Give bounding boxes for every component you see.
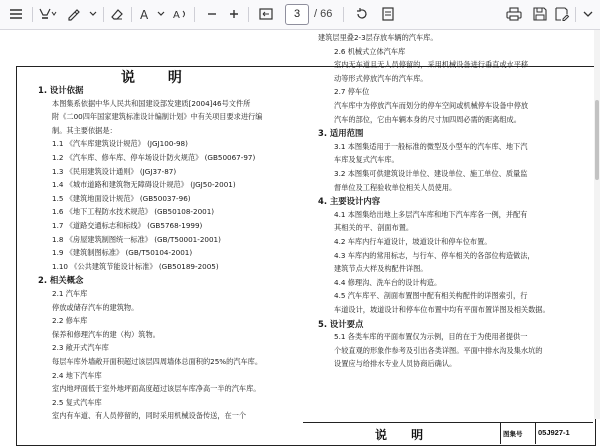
body-text-line: 保养和修理汽车的建（构）筑物。 — [52, 329, 160, 339]
body-text-line: 2.2 修车库 — [52, 316, 88, 326]
svg-text:A: A — [173, 10, 180, 21]
read-aloud-icon[interactable] — [170, 5, 190, 23]
body-text-line: 4.5 汽车库平、剖面布置图中配有相关构配件的详图索引，行 — [334, 291, 528, 301]
section-heading: 1. 设计依据 — [38, 85, 84, 95]
body-text-line: 汽车库中为停放汽车而划分的停车空间或机械停车设备中停放 — [334, 101, 529, 110]
page-number-input[interactable]: 3 — [285, 4, 309, 25]
rotate-icon[interactable] — [352, 5, 372, 23]
title-block-divider — [535, 422, 536, 444]
scrollbar-thumb[interactable] — [595, 100, 599, 180]
body-text-line: 2.1 汽车库 — [52, 289, 88, 298]
page-title: 说 明 — [121, 70, 196, 86]
toolbar-separator — [343, 7, 344, 22]
toolbar-separator — [131, 7, 132, 22]
pdf-page-canvas — [0, 30, 600, 442]
zoom-out-icon[interactable] — [204, 5, 220, 23]
body-text-line: 个较直观的形象作参考及引出各类详图。平面中排水沟及集水坑的 — [334, 345, 543, 355]
section-heading: 3. 适用范围 — [318, 128, 364, 139]
toolbar-separator — [248, 7, 249, 22]
text-tool-icon[interactable] — [136, 5, 154, 23]
body-text-line: 车道设计，坡道设计和停车位布置中均有平面布置详图及相关数据。 — [334, 305, 550, 314]
section-heading: 2. 相关概念 — [38, 275, 84, 286]
body-text-line: 建筑层里叠2-3层存放车辆的汽车库。 — [318, 33, 438, 42]
print-icon[interactable] — [504, 5, 524, 23]
body-text-line: 5.1 各类车库的平面布置仅为示例，目的在于为使用者提供一 — [334, 332, 528, 342]
save-as-icon[interactable] — [552, 5, 572, 23]
body-text-line: 1.10 《公共建筑节能设计标准》 (GB50189-2005) — [52, 261, 219, 271]
body-text-line: 设置应与给排水专业人员协商后确认。 — [334, 359, 457, 369]
body-text-line: 每层车库外墙敞开面积超过该层四周墙体总面积的25%的汽车库。 — [52, 357, 263, 366]
body-text-line: 动等形式停放汽车的汽车库。 — [334, 73, 428, 83]
body-text-line: 4.3 车库内的常用标志，与行车、停车相关的各部位构造做法， — [334, 250, 535, 260]
body-text-line: 2.4 地下汽车库 — [52, 370, 102, 380]
body-text-line: 1.9 《建筑制图标准》 (GB/T50104-2001) — [52, 248, 193, 258]
erase-tool-icon[interactable] — [107, 5, 127, 23]
title-block-divider — [500, 422, 501, 444]
body-text-line: 1.8 《房屋建筑制图统一标准》 (GB/T50001-2001) — [52, 234, 221, 244]
atlas-number-label: 图集号 — [503, 430, 523, 438]
body-text-line: 1.4 《城市道路和建筑物无障碍设计规范》 (JGJ50-2001) — [52, 180, 236, 190]
atlas-number: 05J927-1 — [538, 428, 570, 437]
body-text-line: 汽车的部位，它由车辆本身的尺寸加四周必需的距离组成。 — [334, 114, 521, 124]
body-text-line: 2.5 复式汽车库 — [52, 397, 102, 407]
page-total-label: / 66 — [314, 8, 333, 20]
text-options-chevron-icon[interactable] — [154, 5, 168, 23]
draw-options-chevron-icon[interactable] — [86, 5, 100, 23]
body-text-line: 附《二00四年国家建筑标准设计编制计划》中有关项目要求进行编 — [52, 112, 263, 122]
body-text-line: 2.3 敞开式汽车库 — [52, 343, 109, 353]
toolbar-separator — [194, 7, 195, 22]
toolbar-separator — [32, 7, 33, 22]
body-text-line: 4.1 本图集给出地上多层汽车库和地下汽车库各一例，并配有 — [334, 209, 528, 219]
body-text-line: 1.3 《民用建筑设计通则》 (JGJ37-87) — [52, 166, 177, 176]
body-text-line: 制。其主要依据是： — [52, 125, 117, 135]
body-text-line: 1.6 《地下工程防水技术规范》 (GB50108-2001) — [52, 207, 215, 217]
body-text-line: 督单位及工程验收单位相关人员使用。 — [334, 182, 457, 192]
section-heading: 5. 设计要点 — [318, 318, 364, 329]
body-text-line: 1.5 《建筑地面设计规范》 (GB50037-96) — [52, 193, 191, 203]
section-heading: 4. 主要设计内容 — [318, 196, 381, 207]
draw-tool-icon[interactable] — [64, 5, 84, 23]
body-text-line: 其相关的平、剖面布置。 — [334, 223, 414, 233]
save-icon[interactable] — [530, 5, 550, 23]
body-text-line: 3.1 本图集适用于一般标准的微型及小型车的汽车库、地下汽 — [334, 141, 528, 151]
body-text-line: 1.7 《道路交通标志和标线》 (GB5768-1999) — [52, 221, 203, 230]
fit-page-icon[interactable] — [256, 5, 276, 23]
menu-icon[interactable] — [5, 5, 27, 23]
body-text-line: 1.2 《汽车库、修车库、停车场设计防火规范》 (GB50067-97) — [52, 153, 256, 162]
body-text-line: 1.1 《汽车库建筑设计规范》 (JGJ100-98) — [52, 139, 188, 149]
body-text-line: 停放或储存汽车的建筑物。 — [52, 302, 139, 312]
title-block-title: 说 明 — [375, 428, 434, 442]
body-text-line: 2.7 停车位 — [334, 87, 370, 97]
body-text-line: 2.6 机械式立体汽车库 — [334, 46, 406, 56]
more-options-icon[interactable] — [580, 5, 596, 23]
page-view-icon[interactable] — [378, 5, 398, 23]
body-text-line: 车库及复式汽车库。 — [334, 155, 399, 165]
body-text-line: 建筑节点大样及构配件详图。 — [334, 264, 428, 274]
toolbar-separator — [103, 7, 104, 22]
svg-text:A: A — [140, 8, 149, 21]
pdf-toolbar — [0, 0, 600, 30]
highlight-tool-icon[interactable] — [36, 5, 60, 23]
zoom-in-icon[interactable] — [226, 5, 242, 23]
body-text-line: 室内无车道且无人员停留的，采用机械设备进行垂直或水平移 — [334, 60, 529, 70]
body-text-line: 室内地坪面低于室外地坪面高度超过该层车库净高一半的汽车库。 — [52, 384, 261, 394]
toolbar-separator — [575, 7, 576, 22]
body-text-line: 4.2 车库内行车道设计，坡道设计和停车位布置。 — [334, 237, 492, 246]
body-text-line: 3.2 本图集可供建筑设计单位、建设单位、施工单位、质量监 — [334, 169, 528, 178]
body-text-line: 4.4 修理沟、洗车台的设计构造。 — [334, 277, 442, 287]
body-text-line: 本图集系依据中华人民共和国建设部发建质[2004]46号文件所 — [52, 98, 251, 108]
body-text-line: 室内有车道、有人员停留的，同时采用机械设备传送，在一个 — [52, 411, 247, 421]
vertical-scrollbar[interactable] — [594, 30, 600, 419]
